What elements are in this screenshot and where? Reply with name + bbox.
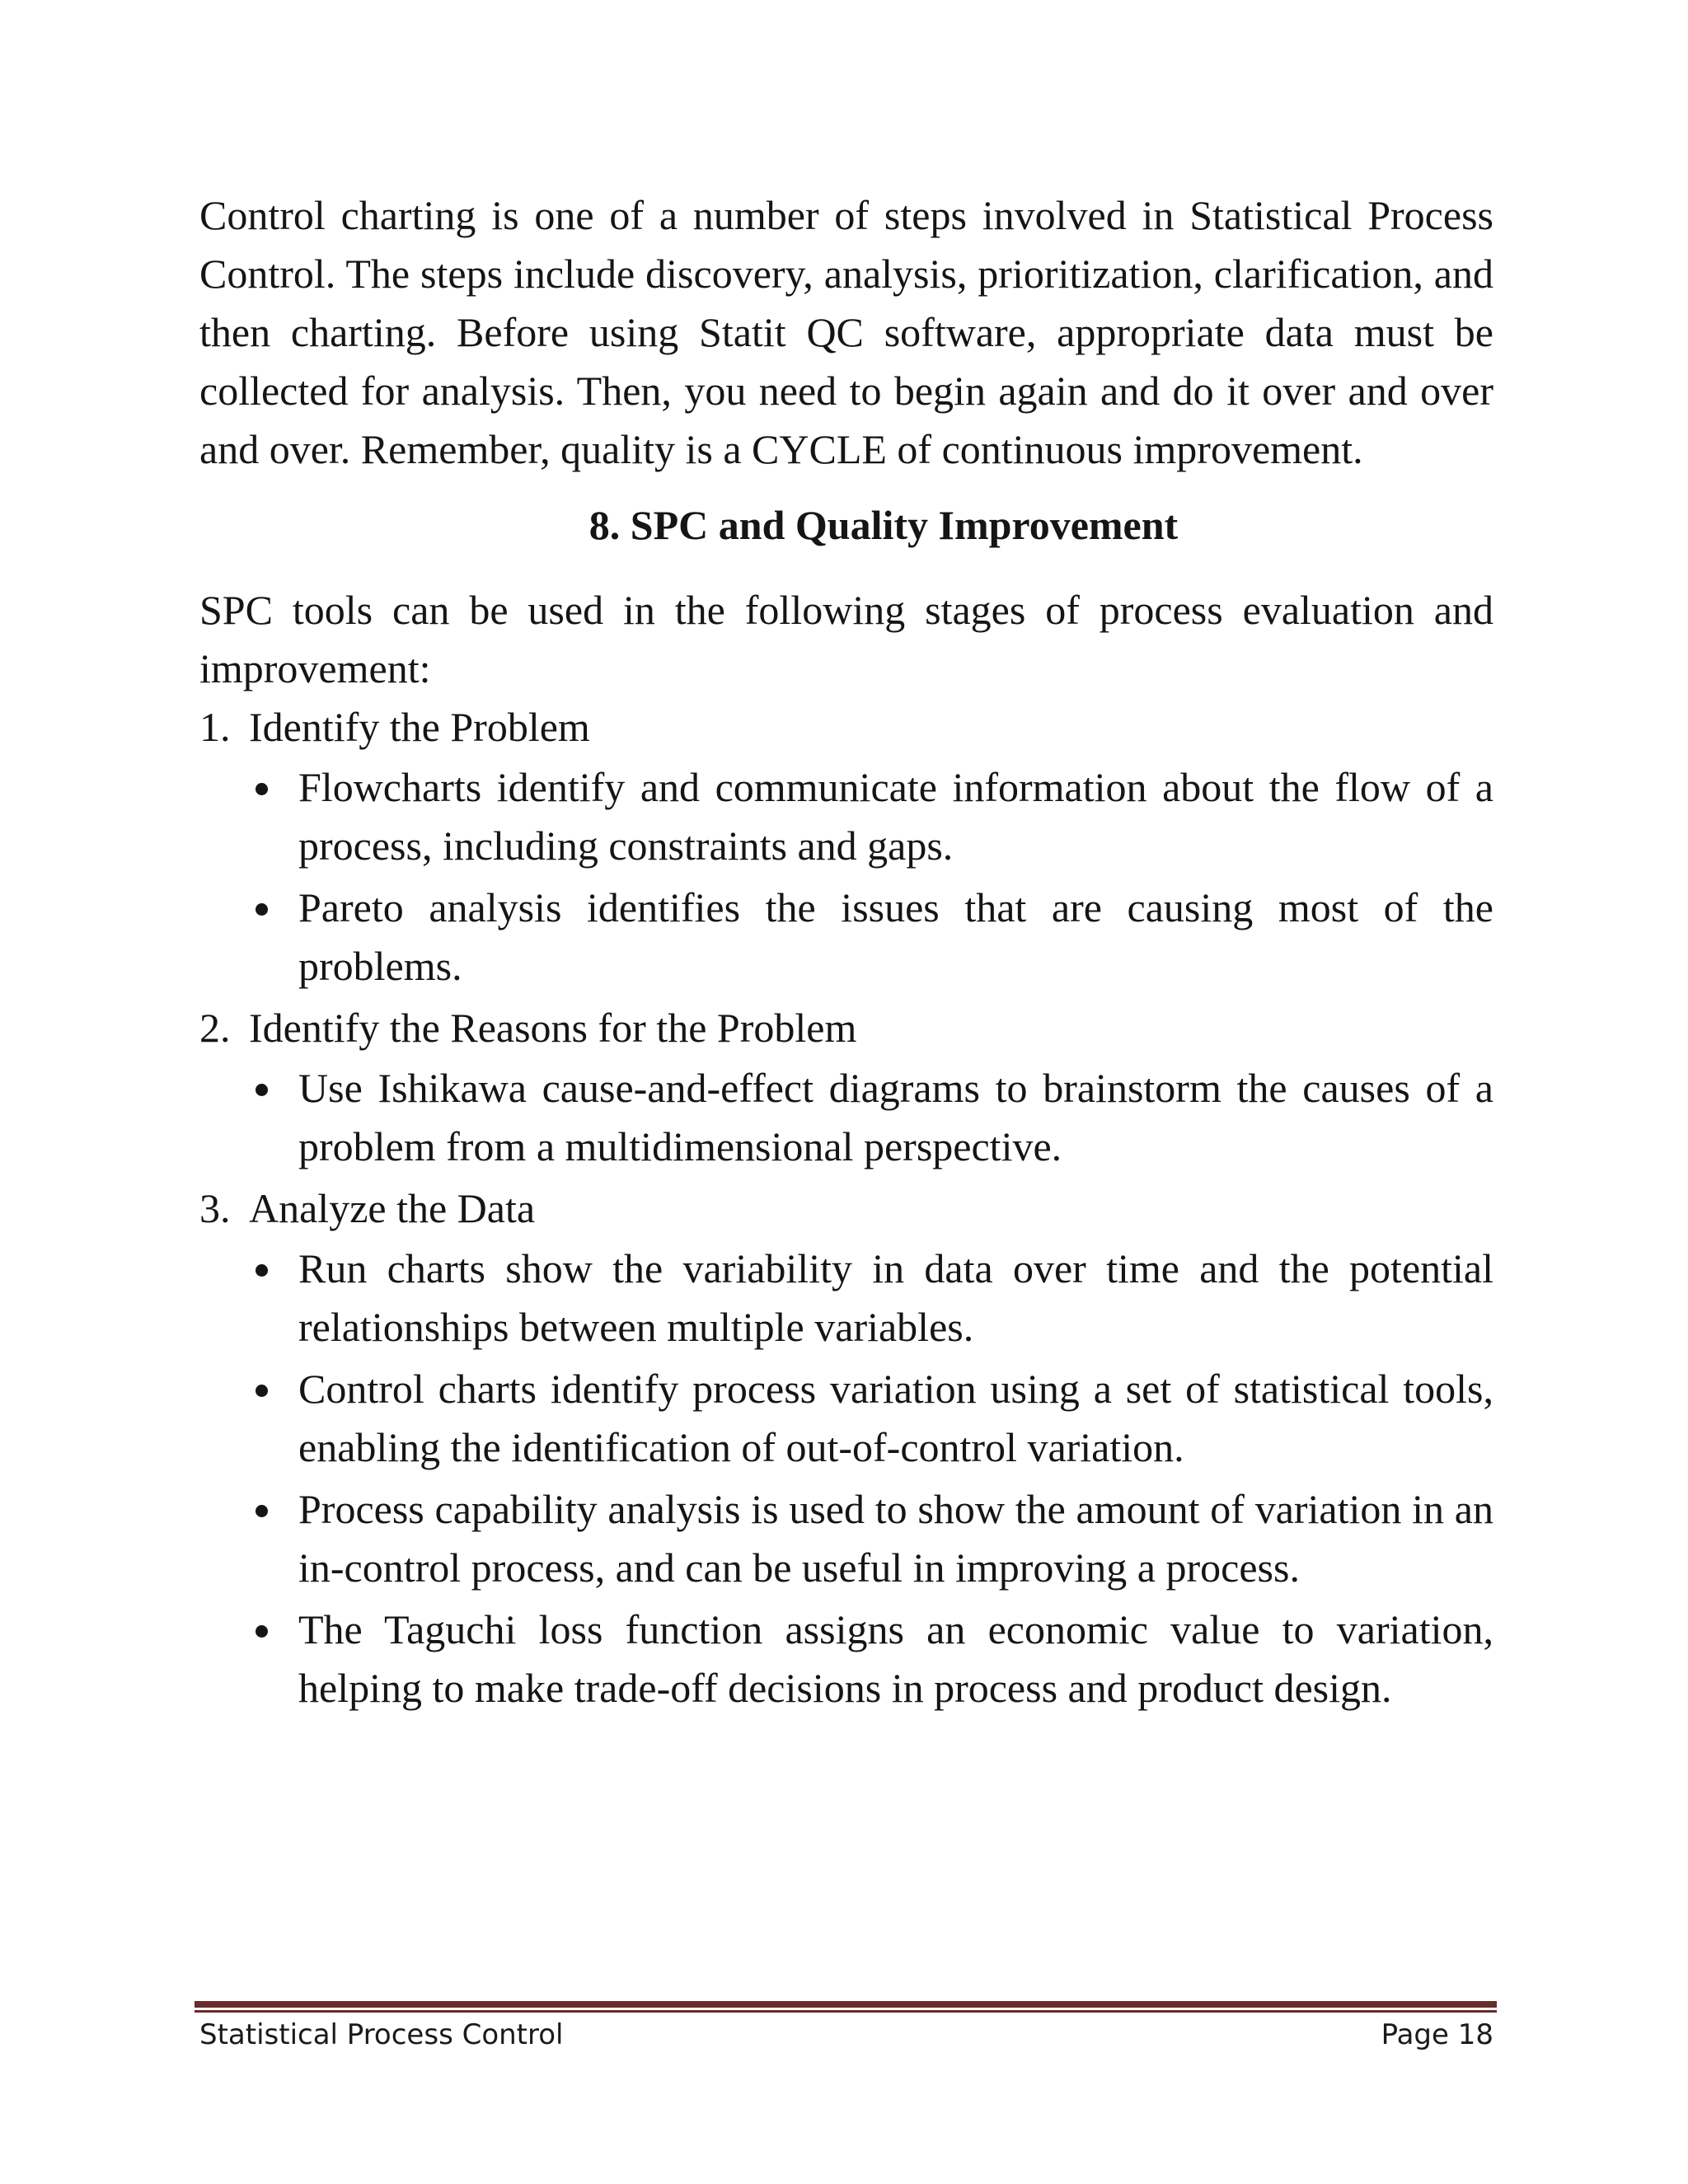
bullet-icon xyxy=(256,1505,268,1517)
bullet-list xyxy=(199,1240,1493,1718)
bullet-icon xyxy=(256,1625,268,1638)
page-body xyxy=(199,186,1493,1721)
list-item xyxy=(199,1240,1493,1357)
section-heading: 8. SPC and Quality Improvement xyxy=(588,502,1179,548)
step-1 xyxy=(199,698,1493,996)
list-item-text: The Taguchi loss function assigns an economic value to variation, helping to make trade-off decisions in process and product design. xyxy=(298,1606,1493,1711)
list-item xyxy=(199,758,1493,875)
bullet-icon xyxy=(256,783,268,795)
list-item-text: Run charts show the variability in data over time and the potential relationships between multiple variables. xyxy=(298,1245,1493,1350)
step-title-text: Identify the Problem xyxy=(249,704,590,750)
step-number: 2. xyxy=(199,1005,231,1051)
step-title xyxy=(199,698,1493,757)
footer-divider-thick xyxy=(195,2001,1497,2008)
list-item-text: Flowcharts identify and communicate information about the flow of a process, including constraints and gaps. xyxy=(298,764,1493,869)
footer-title: Statistical Process Control xyxy=(199,2018,564,2051)
footer-divider-thin xyxy=(195,2010,1497,2013)
list-item-text: Pareto analysis identifies the issues that are causing most of the problems. xyxy=(298,884,1493,989)
list-item xyxy=(199,1480,1493,1597)
bullet-icon xyxy=(256,1385,268,1397)
list-item-text: Process capability analysis is used to show the amount of variation in an in-control process, and can be useful in improving a process. xyxy=(298,1486,1493,1591)
section-intro: SPC tools can be used in the following stages of process evaluation and improvement: xyxy=(199,587,1493,691)
list-item xyxy=(199,1601,1493,1718)
step-number: 3. xyxy=(199,1185,231,1231)
bullet-list xyxy=(199,1059,1493,1176)
step-3 xyxy=(199,1179,1493,1718)
list-item xyxy=(199,1059,1493,1176)
bullet-icon xyxy=(256,1264,268,1277)
bullet-list xyxy=(199,758,1493,996)
list-item-text: Control charts identify process variation using a set of statistical tools, enabling the identification of out-of-control variation. xyxy=(298,1366,1493,1470)
step-title-text: Identify the Reasons for the Problem xyxy=(249,1005,857,1051)
step-title-text: Analyze the Data xyxy=(249,1185,536,1231)
list-item xyxy=(199,1360,1493,1477)
footer-divider xyxy=(195,2001,1497,2013)
step-title xyxy=(199,1179,1493,1238)
list-item xyxy=(199,879,1493,996)
bullet-icon xyxy=(256,1084,268,1096)
intro-paragraph: Control charting is one of a number of steps involved in Statistical Process Control. The steps include discovery, analysis, prioritization, clarification, and then charting. Before using Statit QC software, appropriate data must be collected for analysis. Then, you need to begin again and do it over and over and over. Remember, quality is a CYCLE of continuous improvement. xyxy=(199,192,1493,472)
page-number: Page 18 xyxy=(1381,2018,1493,2051)
step-number: 1. xyxy=(199,704,231,750)
list-item-text: Use Ishikawa cause-and-effect diagrams to brainstorm the causes of a problem from a multidimensional perspective. xyxy=(298,1065,1493,1169)
step-title xyxy=(199,999,1493,1057)
page-footer xyxy=(199,2015,1493,2055)
step-2 xyxy=(199,999,1493,1176)
bullet-icon xyxy=(256,903,268,916)
